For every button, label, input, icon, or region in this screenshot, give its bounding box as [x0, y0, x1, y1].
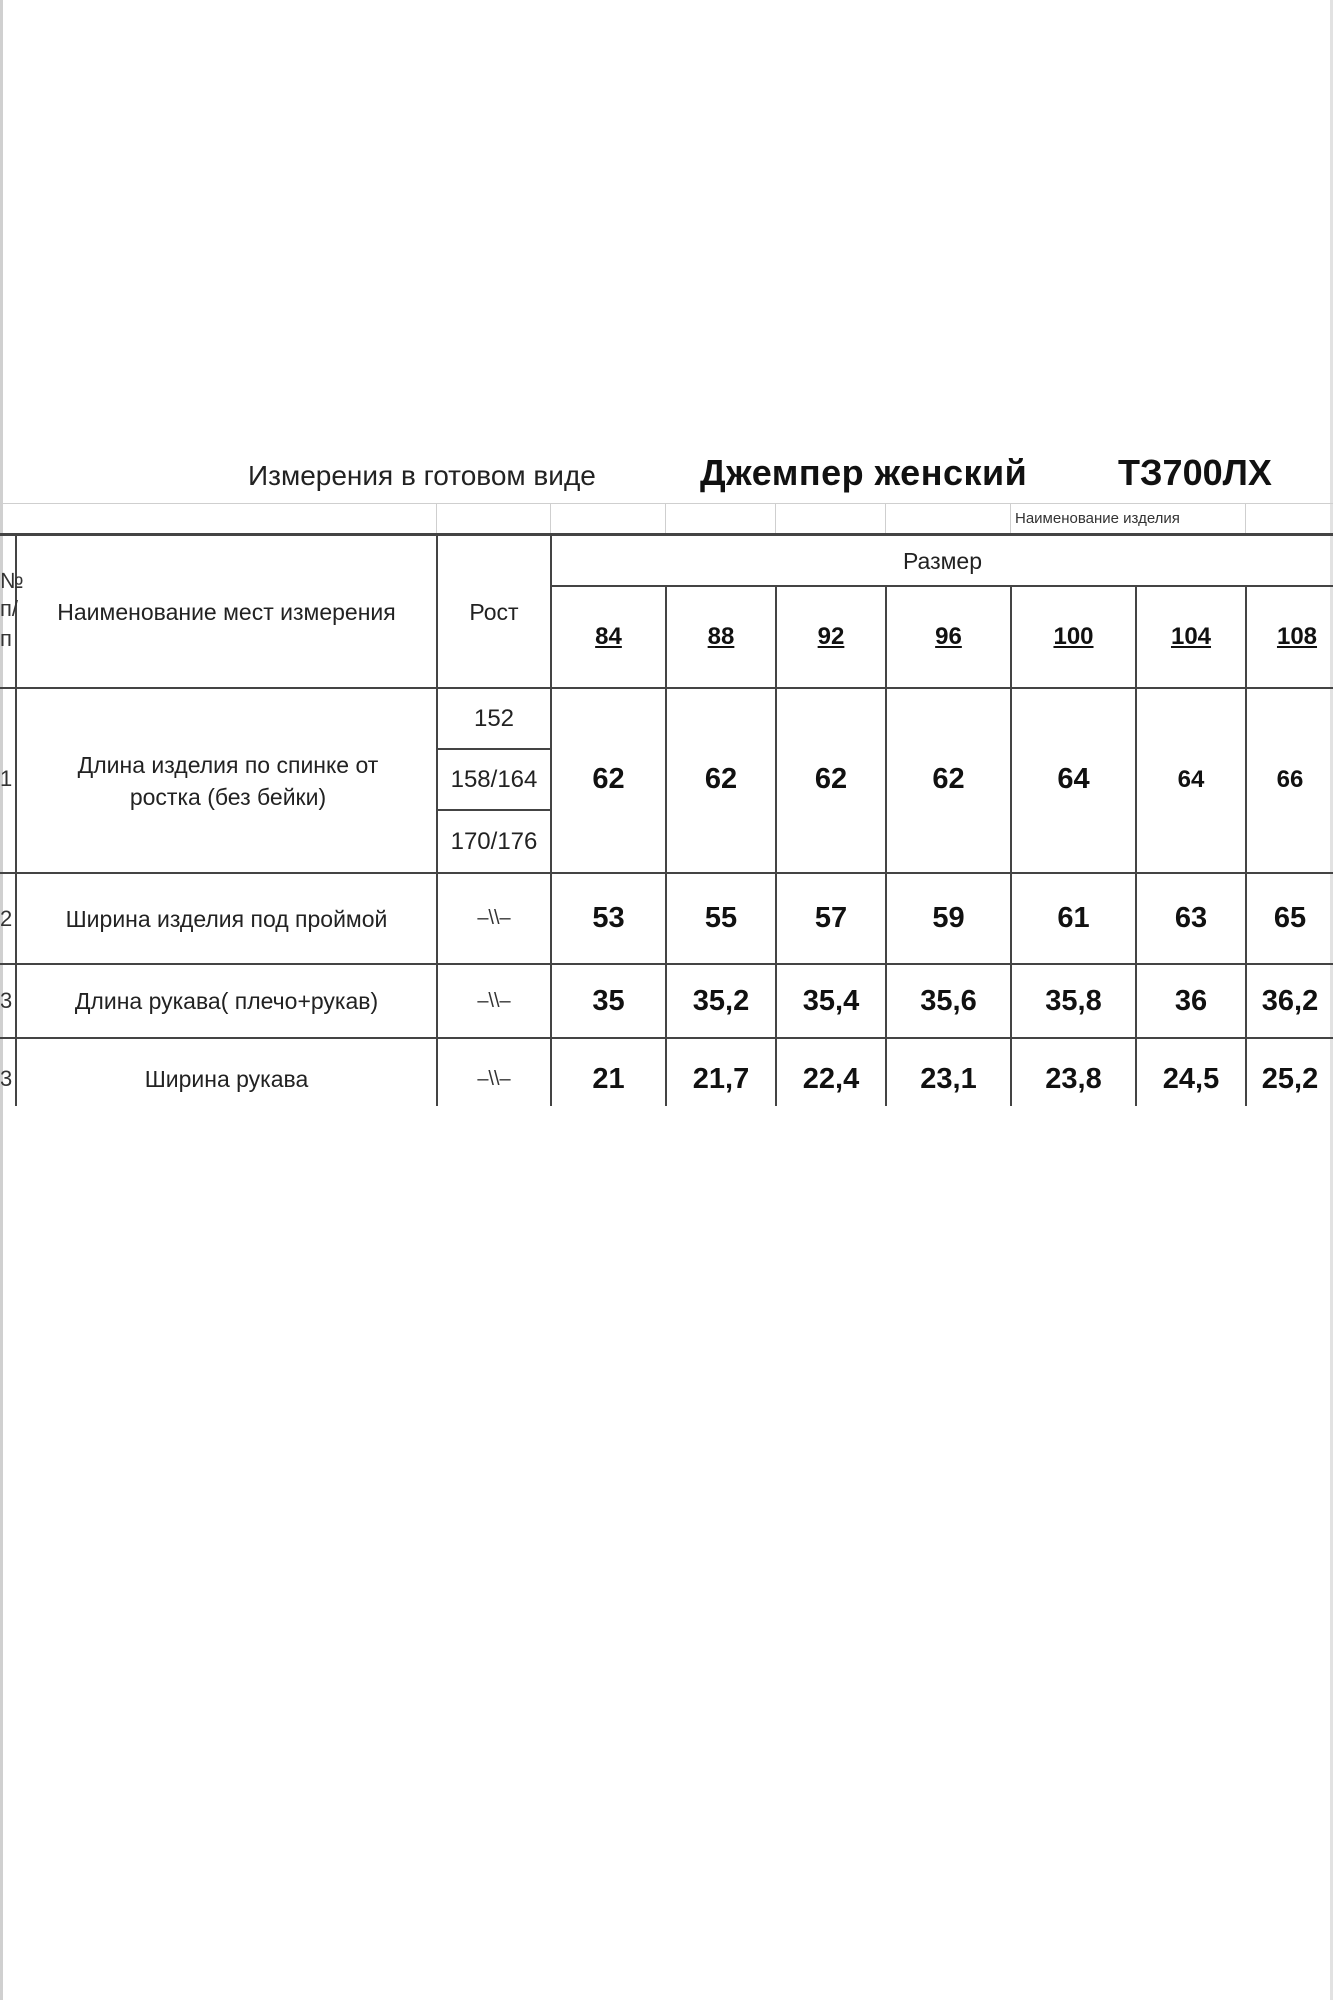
sheet-gridline	[0, 503, 1333, 504]
sheet-gridline	[436, 503, 437, 533]
value-cell: 62	[932, 763, 965, 795]
sheet-gridline	[665, 503, 666, 533]
value-cell: 23,1	[920, 1062, 977, 1095]
value-cell: 35,6	[920, 984, 977, 1017]
size-88: 88	[707, 623, 735, 650]
height-152: 152	[473, 704, 515, 732]
value-cell: 35,2	[692, 984, 750, 1017]
row-sleeve-length-name: Длина рукава( плечо+рукав)	[74, 988, 379, 1014]
row-width-under-armhole-name: Ширина изделия под проймой	[65, 905, 388, 932]
size-100: 100	[1053, 623, 1094, 650]
height-ditto: –\\–	[477, 907, 511, 929]
height-158-164: 158/164	[450, 765, 538, 793]
size-104: 104	[1170, 623, 1212, 650]
row-sleeve-width-name: Ширина рукава	[144, 1066, 309, 1092]
value-cell: 21	[592, 1062, 625, 1095]
value-cell: 53	[592, 902, 625, 934]
height-ditto: –\\–	[477, 989, 511, 1012]
value-cell: 64	[1057, 763, 1090, 795]
value-cell: 62	[814, 763, 848, 795]
product-caption: Наименование изделия	[1015, 510, 1180, 527]
left-fragment: п/	[0, 596, 19, 621]
value-cell: 36	[1174, 984, 1208, 1017]
product-code: ТЗ700ЛХ	[1118, 452, 1272, 493]
value-cell: 36,2	[1261, 984, 1319, 1017]
sheet-gridline	[775, 503, 776, 533]
value-cell: 23,8	[1045, 1062, 1102, 1095]
value-cell: 59	[932, 902, 965, 934]
value-cell: 57	[814, 902, 848, 934]
size-108: 108	[1276, 623, 1318, 650]
header-height: Рост	[469, 598, 519, 625]
value-cell: 65	[1273, 902, 1307, 934]
size-92: 92	[817, 623, 845, 650]
value-cell: 66	[1276, 765, 1304, 793]
sheet-gridline	[885, 503, 886, 533]
left-fragment: п	[0, 626, 12, 651]
product-name: Джемпер женский	[700, 452, 1028, 493]
header-size: Размер	[902, 547, 983, 574]
left-fragment: 1	[0, 766, 13, 791]
sheet-gridline	[1010, 503, 1011, 533]
height-170-176: 170/176	[450, 827, 538, 855]
value-cell: 21,7	[692, 1062, 750, 1095]
value-cell: 62	[704, 763, 738, 795]
header-measure-name: Наименование мест измерения	[57, 598, 396, 625]
sheet-gridline	[1245, 503, 1246, 533]
row-back-length-name: Длина изделия по спинке от ростка (без бейки)	[77, 751, 379, 810]
left-fragment: №	[0, 568, 24, 593]
left-fragment: 2	[0, 906, 13, 931]
measurements-title: Измерения в готовом виде	[248, 460, 596, 491]
value-cell: 22,4	[802, 1062, 860, 1095]
value-cell: 55	[704, 902, 738, 934]
size-84: 84	[595, 623, 622, 650]
size-96: 96	[935, 623, 962, 650]
value-cell: 61	[1057, 902, 1090, 934]
value-cell: 63	[1174, 902, 1208, 934]
value-cell: 62	[592, 763, 625, 795]
value-cell: 35,8	[1045, 984, 1102, 1017]
sheet-gridline	[550, 503, 551, 533]
value-cell: 24,5	[1162, 1062, 1220, 1095]
value-cell: 35,4	[802, 984, 860, 1017]
left-fragment: 3	[0, 988, 13, 1013]
height-ditto: –\\–	[477, 1067, 511, 1090]
value-cell: 25,2	[1261, 1062, 1319, 1095]
value-cell: 64	[1177, 765, 1205, 793]
left-fragment: 3	[0, 1066, 13, 1091]
value-cell: 35	[592, 984, 625, 1017]
